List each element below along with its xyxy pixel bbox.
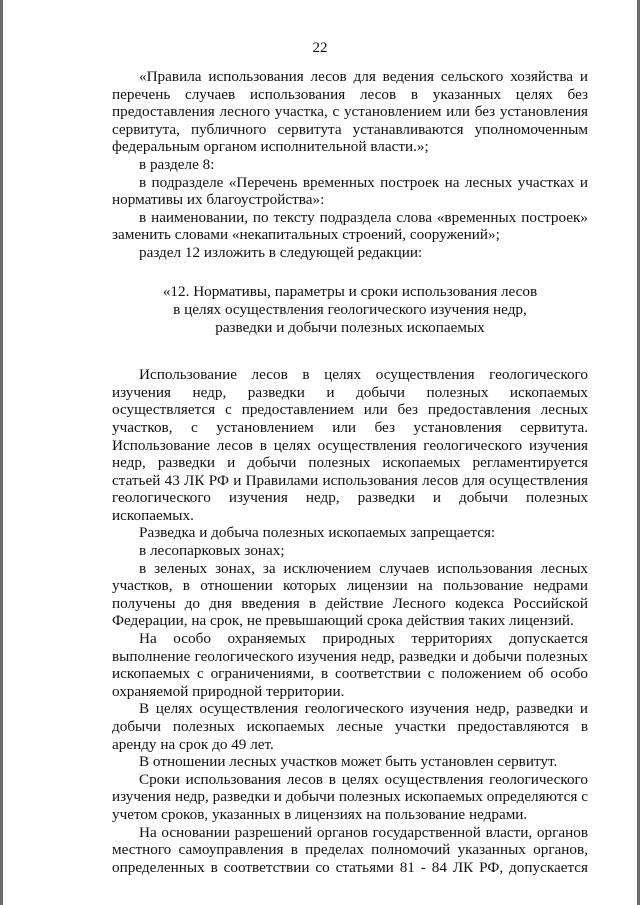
paragraph-usage-terms: Сроки использования лесов в целях осуществления геологического изучения недр, разведки и добычи полезных ископаемых определяются с учетом сроков, указанных в лицензиях на пользование недрами. (112, 770, 588, 823)
heading-line: в целях осуществления геологического изучения недр, (173, 300, 527, 318)
paragraph-section-8: в разделе 8: (139, 155, 215, 173)
page-number: 22 (312, 40, 328, 56)
heading-line: «12. Нормативы, параметры и сроки использования лесов (162, 282, 538, 300)
paragraph-rules-quote: «Правила использования лесов для ведения сельского хозяйства и перечень случаев использования лесов в указанных целях без предоставления лесного участка, с установлением или без установления сервитута, публичного сервитута устанавливаются уполномоченным федеральным органом исполнительной власти.»; (112, 68, 588, 156)
paragraph-permits: На основании разрешений органов государственной власти, органов местного самоуправления в пределах полномочий указанных органов, определенных в соответствии со статьями 81 - 84 ЛК РФ, допускается (112, 823, 588, 876)
heading-line: разведки и добычи полезных ископаемых (215, 318, 485, 336)
paragraph-subsection: в подразделе «Перечень временных построек на лесных участках и нормативы их благоустройства»: (112, 173, 588, 209)
paragraph-protected-areas: На особо охраняемых природных территориях допускается выполнение геологического изучения недр, разведки и добычи полезных ископаемых с ограничениями, в соответствии с положением об особо охраняемой природной территории. (112, 630, 588, 700)
paragraph-green-zones: в зеленых зонах, за исключением случаев использования лесных участков, в отношении которых лицензии на пользование недрами получены до дня введения в действие Лесного кодекса Российской Федерации, на срок, не превышающий срока действия таких лицензий. (112, 559, 588, 630)
paragraph-lease-term: В целях осуществления геологического изучения недр, разведки и добычи полезных ископаемых лесные участки предоставляются в аренду на срок до 49 лет. (112, 700, 588, 753)
paragraph-section-12-intro: раздел 12 изложить в следующей редакции: (139, 243, 423, 261)
paragraph-servitude: В отношении лесных участков может быть установлен сервитут. (139, 753, 558, 771)
paragraph-forest-parks: в лесопарковых зонах; (139, 542, 285, 560)
paragraph-rename: в наименовании, по тексту подраздела слова «временных построек» заменить словами «некапитальных строений, сооружений»; (112, 208, 588, 244)
section-12-heading (112, 283, 588, 338)
scan-edge-left (0, 0, 3, 905)
paragraph-prohibited: Разведка и добыча полезных ископаемых запрещается: (139, 524, 496, 542)
paragraph-usage: Использование лесов в целях осуществления геологического изучения недр, разведки и добычи полезных ископаемых осуществляется с предоставлением или без предоставления лесных участков, с установлением или без установления сервитута. Использование лесов в целях осуществления геологического изучения недр, разведки и добычи полезных ископаемых регламентируется статьей 43 ЛК РФ и Правилами использования лесов для осуществления геологического изучения недр, разведки и добычи полезных ископаемых. (112, 366, 588, 524)
document-body (112, 68, 588, 876)
